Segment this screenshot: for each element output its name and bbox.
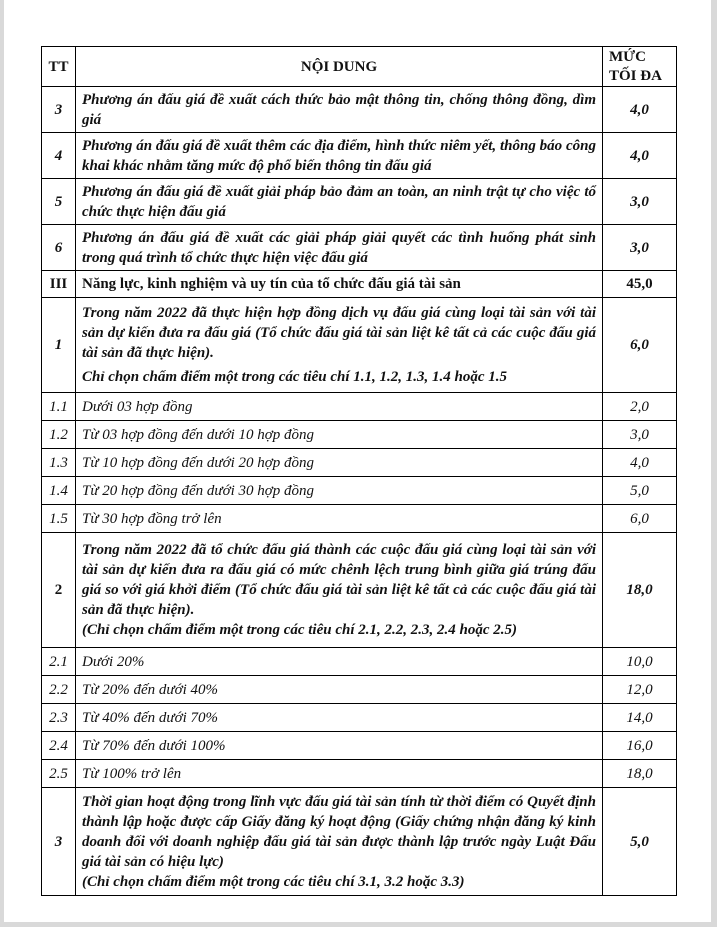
- table-row: [42, 179, 677, 225]
- header-content: NỘI DUNG: [76, 47, 603, 87]
- sub-criterion-row: [42, 477, 677, 505]
- row-content: Từ 40% đến dưới 70%: [76, 704, 603, 732]
- row-number: 2.2: [42, 676, 76, 704]
- row-max-score: 6,0: [603, 505, 677, 533]
- row-number: 1.4: [42, 477, 76, 505]
- row-max-score: 4,0: [603, 133, 677, 179]
- row-max-score: 2,0: [603, 393, 677, 421]
- row-number: 5: [42, 179, 76, 225]
- section-title: Năng lực, kinh nghiệm và uy tín của tổ chức đấu giá tài sản: [76, 271, 603, 298]
- row-number: 4: [42, 133, 76, 179]
- scoring-criteria-table: [41, 46, 677, 896]
- criterion-row: [42, 298, 677, 393]
- row-max-score: 4,0: [603, 87, 677, 133]
- row-number: 1.3: [42, 449, 76, 477]
- row-number: 1.5: [42, 505, 76, 533]
- row-content: Từ 20 hợp đồng đến dưới 30 hợp đồng: [76, 477, 603, 505]
- row-number: 3: [42, 788, 76, 896]
- row-number: 1: [42, 298, 76, 393]
- sub-criterion-row: [42, 732, 677, 760]
- row-max-score: 5,0: [603, 477, 677, 505]
- row-max-score: 16,0: [603, 732, 677, 760]
- row-content: Phương án đấu giá đề xuất giải pháp bảo đảm an toàn, an ninh trật tự cho việc tổ chức thực hiện đấu giá: [76, 179, 603, 225]
- row-number: 1.1: [42, 393, 76, 421]
- row-max-score: 12,0: [603, 676, 677, 704]
- row-number: 1.2: [42, 421, 76, 449]
- row-content: Phương án đấu giá đề xuất các giải pháp giải quyết các tình huống phát sinh trong quá trình tổ chức thực hiện việc đấu giá: [76, 225, 603, 271]
- row-content: Từ 20% đến dưới 40%: [76, 676, 603, 704]
- section-number: III: [42, 271, 76, 298]
- sub-criterion-row: [42, 648, 677, 676]
- row-number: 2.1: [42, 648, 76, 676]
- row-content-block: [76, 533, 603, 648]
- section-max-score: 45,0: [603, 271, 677, 298]
- table-row: [42, 133, 677, 179]
- row-note: Chỉ chọn chấm điểm một trong các tiêu chí 1.1, 1.2, 1.3, 1.4 hoặc 1.5: [82, 369, 508, 385]
- row-note: (Chỉ chọn chấm điểm một trong các tiêu chí 3.1, 3.2 hoặc 3.3): [82, 873, 465, 890]
- row-content: Từ 30 hợp đồng trở lên: [76, 505, 603, 533]
- sub-criterion-row: [42, 449, 677, 477]
- sub-criterion-row: [42, 704, 677, 732]
- row-number: 2.5: [42, 760, 76, 788]
- row-content-block: [76, 298, 603, 393]
- sub-criterion-row: [42, 393, 677, 421]
- row-number: 6: [42, 225, 76, 271]
- row-max-score: 3,0: [603, 421, 677, 449]
- sub-criterion-row: [42, 421, 677, 449]
- row-max-score: 10,0: [603, 648, 677, 676]
- row-content: Từ 10 hợp đồng đến dưới 20 hợp đồng: [76, 449, 603, 477]
- row-content: Dưới 03 hợp đồng: [76, 393, 603, 421]
- table-row: [42, 225, 677, 271]
- row-max-score: 18,0: [603, 760, 677, 788]
- criterion-row: [42, 788, 677, 896]
- sub-criterion-row: [42, 676, 677, 704]
- section-row: [42, 271, 677, 298]
- table-row: [42, 87, 677, 133]
- row-max-score: 3,0: [603, 225, 677, 271]
- header-tt: TT: [42, 47, 76, 87]
- row-number: 3: [42, 87, 76, 133]
- row-note: (Chỉ chọn chấm điểm một trong các tiêu chí 2.1, 2.2, 2.3, 2.4 hoặc 2.5): [82, 622, 518, 638]
- row-max-score: 18,0: [603, 533, 677, 648]
- row-content: Trong năm 2022 đã thực hiện hợp đồng dịch vụ đấu giá cùng loại tài sản với tài sản dự kiến đưa ra đấu giá (Tổ chức đấu giá tài sản liệt kê tất cả các cuộc đấu giá tài sản đã thực hiện).: [82, 305, 596, 361]
- row-content: Phương án đấu giá đề xuất thêm các địa điểm, hình thức niêm yết, thông báo công khai khác nhằm tăng mức độ phổ biến thông tin đấu giá: [76, 133, 603, 179]
- row-max-score: 3,0: [603, 179, 677, 225]
- row-content: Trong năm 2022 đã tổ chức đấu giá thành các cuộc đấu giá cùng loại tài sản với tài sản dự kiến đưa ra đấu giá có mức chênh lệch trung bình giữa giá trúng đấu giá so với giá khởi điểm (Tổ chức đấu giá tài sản liệt kê tất cả các cuộc đấu giá tài sản đã thực hiện).: [82, 542, 596, 618]
- row-content: Thời gian hoạt động trong lĩnh vực đấu giá tài sản tính từ thời điểm có Quyết định thành lập hoặc được cấp Giấy đăng ký hoạt động (Giấy chứng nhận đăng ký kinh doanh đối với doanh nghiệp đấu giá tài sản được thành lập trước ngày Luật Đấu giá tài sản có hiệu lực): [82, 793, 596, 870]
- row-max-score: 4,0: [603, 449, 677, 477]
- row-content: Từ 70% đến dưới 100%: [76, 732, 603, 760]
- row-max-score: 5,0: [603, 788, 677, 896]
- header-max-score: MỨC TỐI ĐA: [603, 47, 677, 87]
- sub-criterion-row: [42, 760, 677, 788]
- document-page: [4, 0, 711, 922]
- row-max-score: 14,0: [603, 704, 677, 732]
- row-number: 2.4: [42, 732, 76, 760]
- row-content: Từ 03 hợp đồng đến dưới 10 hợp đồng: [76, 421, 603, 449]
- row-number: 2.3: [42, 704, 76, 732]
- sub-criterion-row: [42, 505, 677, 533]
- row-content: Phương án đấu giá đề xuất cách thức bảo mật thông tin, chống thông đồng, dìm giá: [76, 87, 603, 133]
- row-content-block: [76, 788, 603, 896]
- row-content: Dưới 20%: [76, 648, 603, 676]
- table-header-row: [42, 47, 677, 87]
- row-max-score: 6,0: [603, 298, 677, 393]
- criterion-row: [42, 533, 677, 648]
- row-content: Từ 100% trở lên: [76, 760, 603, 788]
- row-number: 2: [42, 533, 76, 648]
